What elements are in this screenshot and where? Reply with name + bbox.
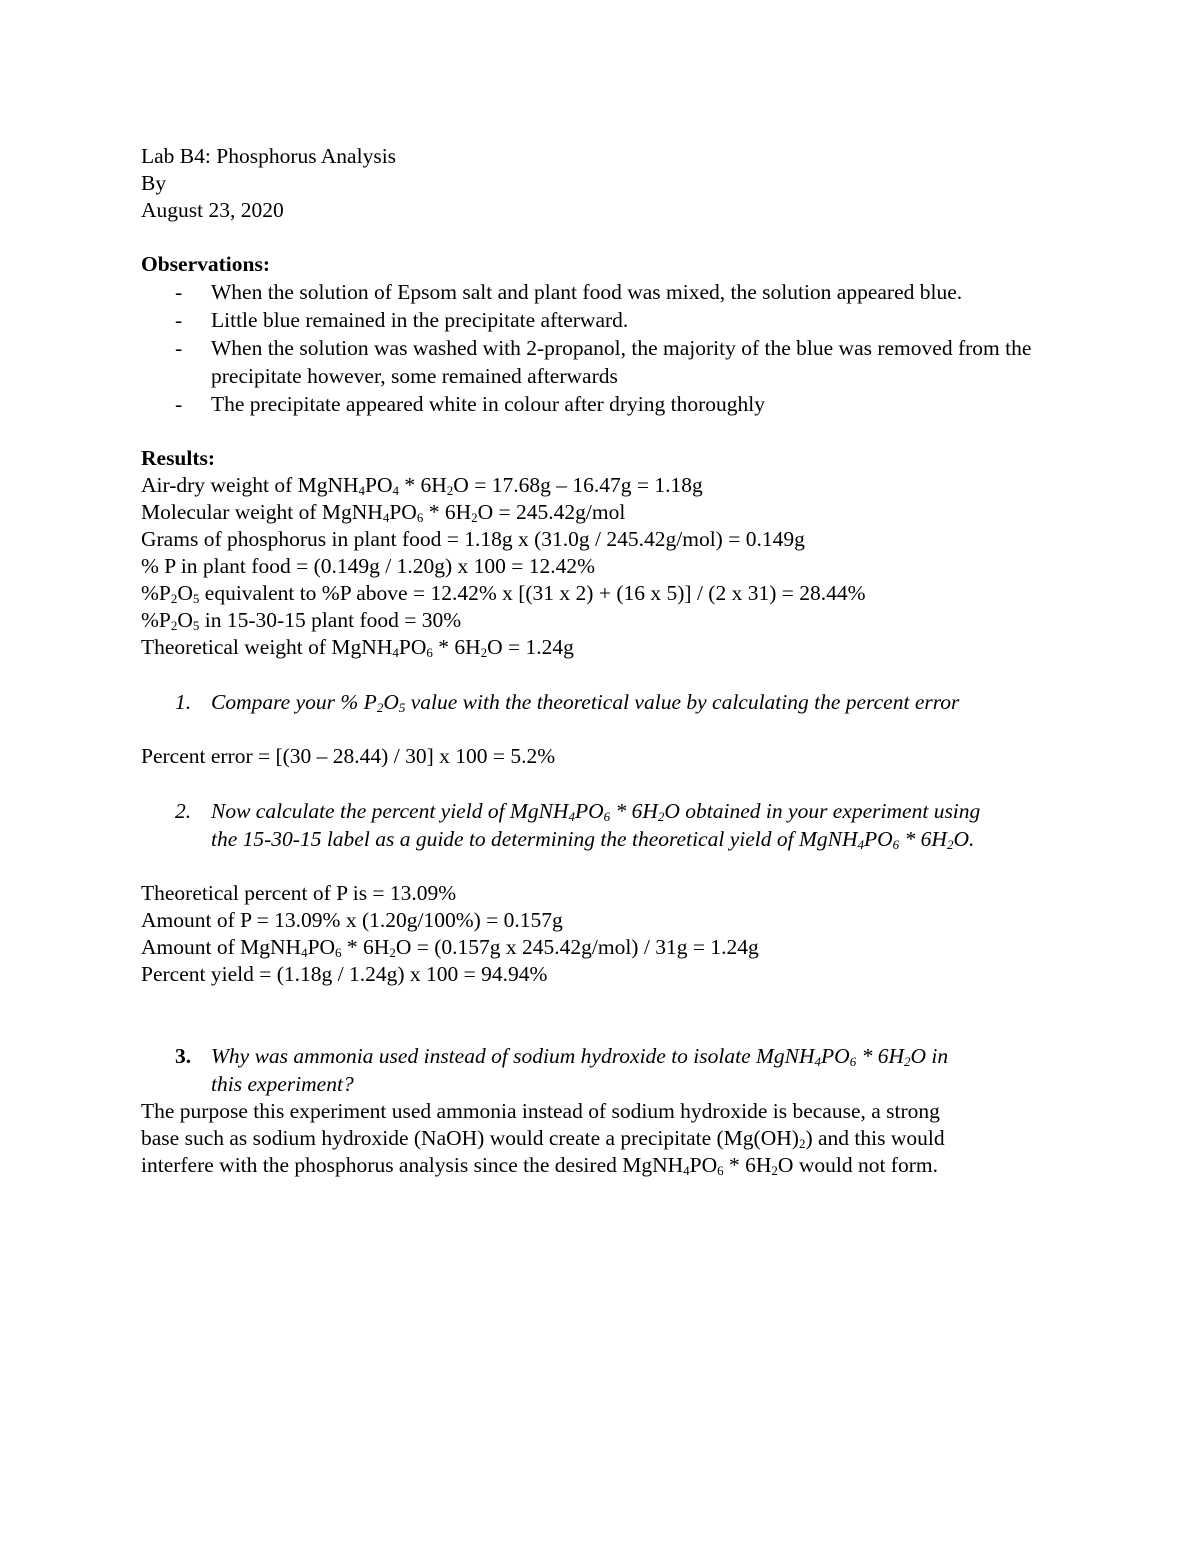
list-item: - Little blue remained in the precipitate afterward. [175,308,629,332]
result-line: Grams of phosphorus in plant food = 1.18g x (31.0g / 245.42g/mol) = 0.149g [141,527,805,551]
observations-list [141,278,1061,418]
result-line: $\%P_2O_5$ in 15-30-15 plant food = 30% [141,608,462,633]
document-title: Lab B4: Phosphorus Analysis [141,144,397,168]
answer-line: Amount of $MgNH_4PO_6 * 6H_2O = (0.157g$ x 245.42g/mol) / 31g = 1.24g [141,935,759,960]
question-1 [141,688,1061,716]
document-date: August 23, 2020 [141,198,284,222]
document-page [141,143,1061,1179]
question-text: 3. Why was ammonia used instead of sodium hydroxide to isolate $MgNH_4PO_6 * 6H_2O$ in this experiment? [175,1044,949,1096]
answer-line: Amount of P = 13.09% x (1.20g/100%) = 0.157g [141,908,563,932]
result-line: $\%P_2O_5$ equivalent to %P above = 12.42% x [(31 x 2) + (16 x 5)] / (2 x 31) = 28.44% [141,581,866,606]
question-3 [141,1042,1061,1098]
result-line: Theoretical weight of $MgNH_4PO_6 * 6H_2O = 1.24g$ [141,635,574,660]
question-2 [141,797,1061,853]
answer-line: Percent error = [(30 – 28.44) / 30] x 100 = 5.2% [141,744,556,768]
author-line: By [141,171,167,195]
answer-line: Theoretical percent of P is = 13.09% [141,881,457,905]
result-line: Air-dry weight of $MgNH_4PO_4 * 6H_2O = 17.68g - 16.47g = 1.18g$ [141,473,703,498]
answer-line: Percent yield = (1.18g / 1.24g) x 100 = 94.94% [141,962,548,986]
question-text: 1. Compare your % $P_2O_5$ value with the theoretical value by calculating the percent error [175,690,960,715]
answer-paragraph-line: interfere with the phosphorus analysis since the desired $MgNH_4PO_6 * 6H_2O$ would not form. [141,1153,938,1178]
results-heading: Results: [141,446,216,470]
list-item: - When the solution was washed with 2-propanol, the majority of the blue was removed from the precipitate however, some remained afterwards [175,336,1032,388]
question-text: 2. Now calculate the percent yield of $MgNH_4PO_6 * 6H_2O$ obtained in your experiment using the 15-30-15 label as a guide to determining the theoretical yield of $MgNH_4PO_6 * 6H_2O$. [175,799,981,852]
observations-heading: Observations: [141,252,270,276]
list-item: - The precipitate appeared white in colour after drying thoroughly [175,392,766,416]
answer-paragraph-line: The purpose this experiment used ammonia instead of sodium hydroxide is because, a strong [141,1099,940,1123]
result-line: Molecular weight of $MgNH_4PO_6 * 6H_2O = 245.42g/mol$ [141,500,626,525]
list-item: - When the solution of Epsom salt and plant food was mixed, the solution appeared blue. [175,280,963,304]
answer-paragraph-line: base such as sodium hydroxide (NaOH) would create a precipitate $(Mg(OH)_2)$ and this would [141,1126,945,1151]
result-line: % P in plant food = (0.149g / 1.20g) x 100 = 12.42% [141,554,596,578]
